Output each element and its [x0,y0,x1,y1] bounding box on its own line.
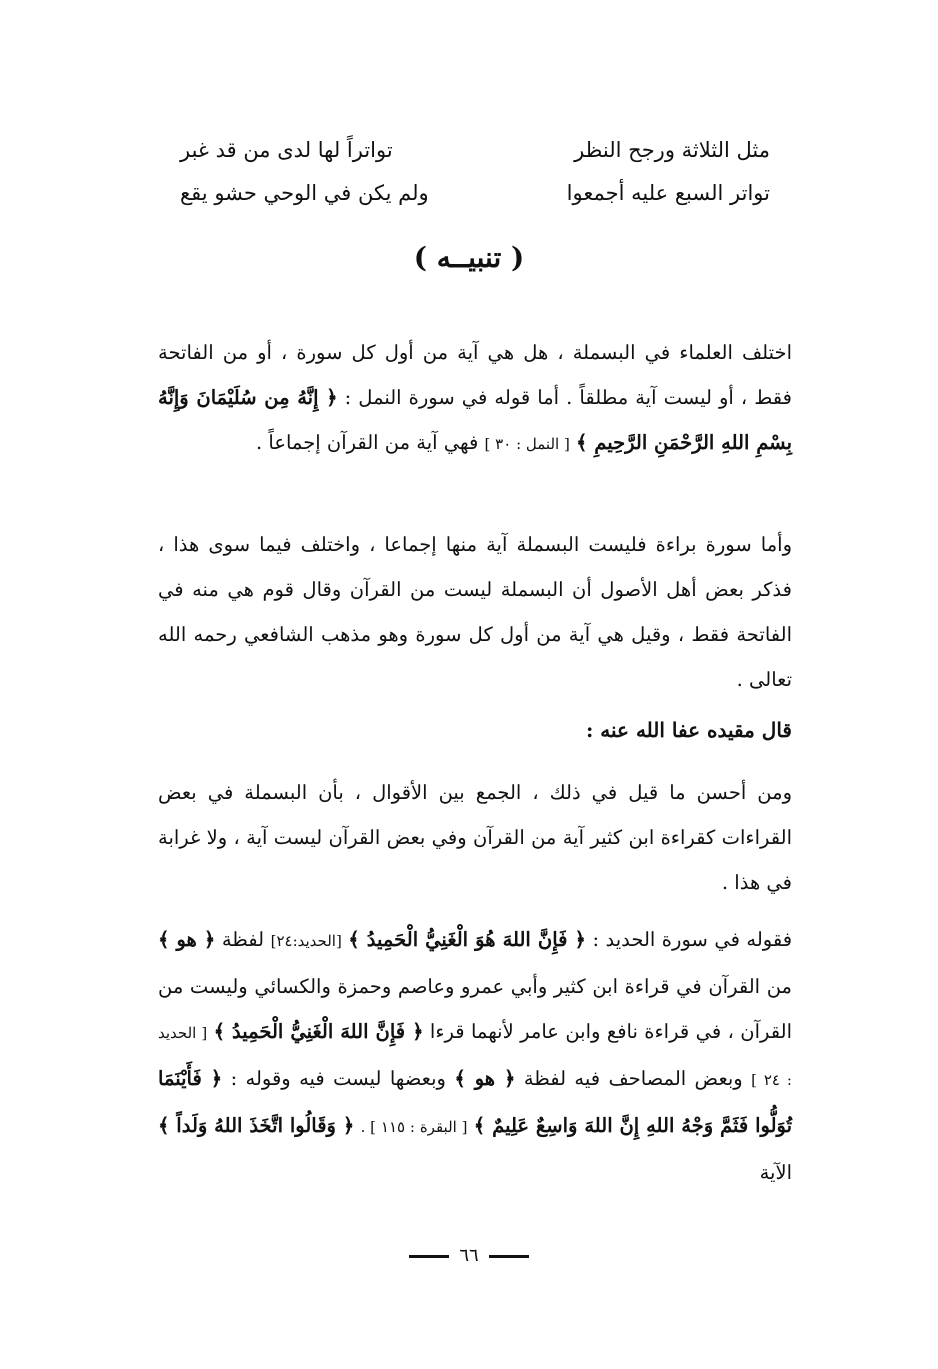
footer-dash [489,1255,529,1258]
paragraph-text: فهي آية من القرآن إجماعاً . [256,431,479,454]
quran-quote: ﴿ إِنَّهُ مِن سُلَيْمَانَ وَإِنَّهُ بِسْمِ اللهِ الرَّحْمَنِ الرَّحِيمِ ﴾ [158,386,792,454]
poem-hemistich-left: ولم يكن في الوحي حشو يقع [180,181,429,205]
quran-quote: ﴿ هو ﴾ [454,1067,516,1090]
footer-dash [409,1255,449,1258]
paragraph-text: فقوله في سورة الحديد : [592,928,793,951]
paragraph-text: وبعضها ليست فيه وقوله : [230,1067,446,1090]
quran-quote: ﴿ وَقَالُوا اتَّخَذَ اللهُ وَلَداً ﴾ [158,1114,355,1137]
poem-hemistich-right: مثل الثلاثة ورجح النظر [574,138,770,162]
page-number: ٦٦ [459,1245,479,1266]
paragraph-text: لفظة [221,928,265,951]
paragraph-text: اختلف العلماء في البسملة ، هل هي آية من أول كل سورة ، أو من الفاتحة فقط ، أو ليست آية مطلقاً . أما قوله في سورة النمل : [158,341,792,409]
paragraph-examples [158,917,792,1195]
quran-quote: ﴿ هو ﴾ [158,928,216,951]
paragraph-baraa: وأما سورة براءة فليست البسملة آية منها إجماعا ، واختلف فيما سوى هذا ، فذكر بعض أهل الأصول أن البسملة ليست من القرآن وقال قوم هي منه في الفاتحة فقط ، وقيل هي آية من أول كل سورة وهو مذهب الشافعي رحمه الله تعالى . [158,533,792,691]
quran-quote: ﴿ فَإِنَّ اللهَ الْغَنِيُّ الْحَمِيدُ ﴾ [213,1020,424,1043]
paragraph-text: الآية [759,1161,792,1184]
poem-verse-2 [160,171,770,215]
paragraph-basmala [158,330,792,467]
quran-reference: [الحديد:٢٤] [270,932,342,950]
quran-quote: ﴿ فَأَيْنَمَا تُوَلُّوا فَثَمَّ وَجْهُ اللهِ إِنَّ اللهَ وَاسِعٌ عَلِيمٌ ﴾ [158,1067,793,1137]
poem-hemistich-left: تواتراً لها لدى من قد غبر [180,138,393,162]
section-title: ( تنبيــه ) [413,241,525,274]
quran-reference: [ البقرة : ١١٥ ] . [360,1118,468,1136]
quran-reference: [ النمل : ٣٠ ] [484,435,570,453]
poem-hemistich-right: تواتر السبع عليه أجمعوا [566,181,770,205]
paragraph-text: من القرآن في قراءة ابن كثير وأبي عمرو وعاصم وحمزة والكسائي وليست من القرآن ، في قراءة نافع وابن عامر لأنهما قرءا [158,975,792,1043]
author-heading: قال مقيده عفا الله عنه : [585,718,792,742]
page-footer [0,1240,938,1272]
quran-quote: ﴿ فَإِنَّ اللهَ هُوَ الْغَنِيُّ الْحَمِيدُ ﴾ [348,928,586,951]
poem-verse-1 [160,128,770,172]
quran-reference: [ الحديد : ٢٤ ] [158,1024,792,1089]
paragraph-reconcile: ومن أحسن ما قيل في ذلك ، الجمع بين الأقوال ، بأن البسملة في بعض القراءات كقراءة ابن كثير آية من القرآن وفي بعض القرآن ليست آية ، ولا غرابة في هذا . [158,781,792,894]
paragraph-text: وبعض المصاحف فيه لفظة [523,1067,743,1090]
